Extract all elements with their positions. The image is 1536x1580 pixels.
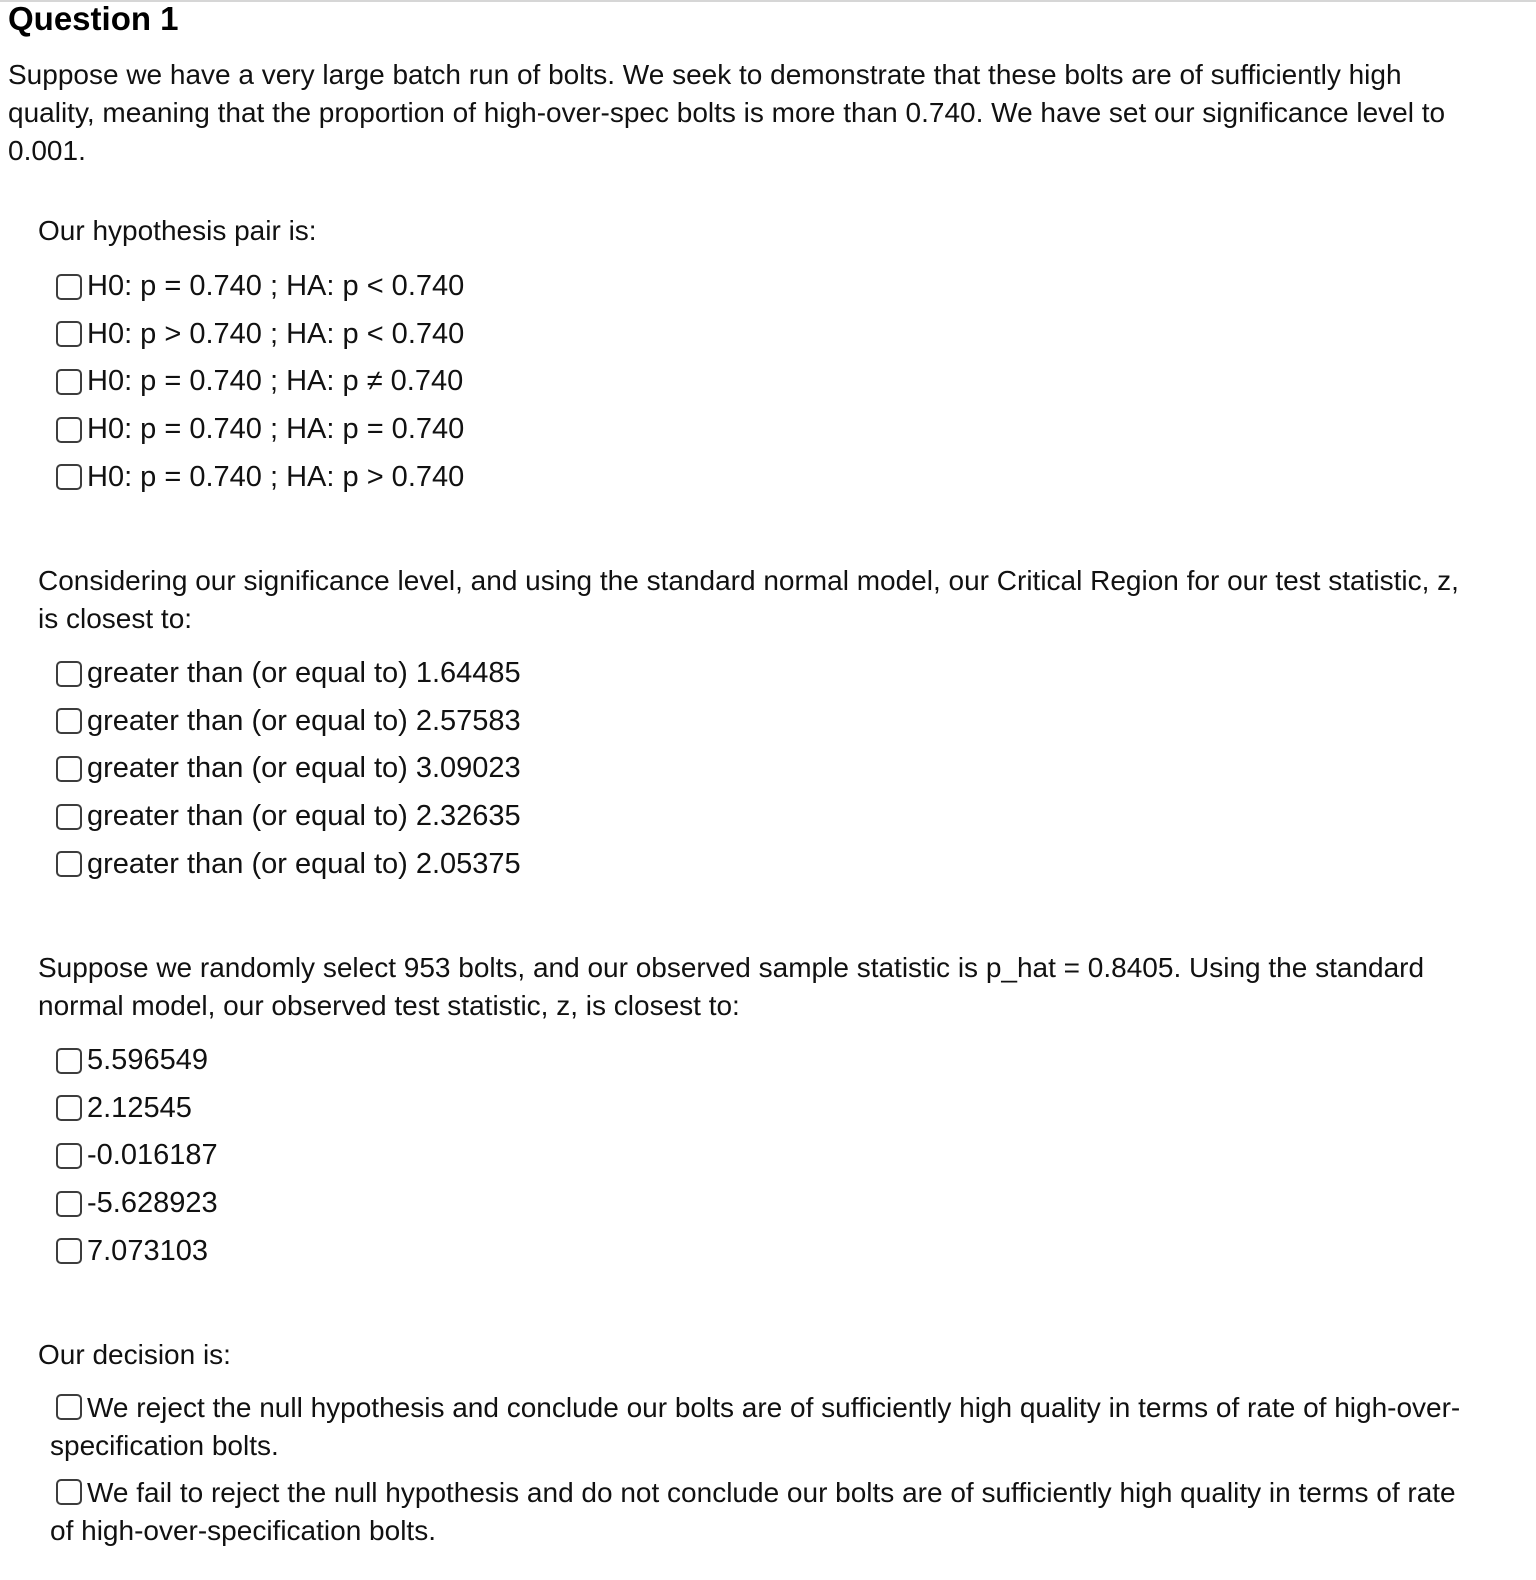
checkbox[interactable] [56,708,82,734]
hypothesis-options [38,263,1478,501]
checkbox[interactable] [56,1143,82,1169]
checkbox[interactable] [56,1191,82,1217]
checkbox[interactable] [56,464,82,490]
critical-region-options [38,650,1478,888]
hypothesis-option-1[interactable]: H0: p = 0.740 ; HA: p < 0.740 [56,263,1478,311]
critical-region-prompt: Considering our significance level, and using the standard normal model, our Critical Region for our test statistic, z, is closest to: [38,565,1459,634]
checkbox[interactable] [56,1048,82,1074]
test-statistic-option-3[interactable]: -0.016187 [56,1132,1478,1180]
hypothesis-option-2[interactable]: H0: p > 0.740 ; HA: p < 0.740 [56,311,1478,359]
test-statistic-option-2[interactable]: 2.12545 [56,1085,1478,1133]
checkbox[interactable] [56,1238,82,1264]
critical-region-option-2[interactable]: greater than (or equal to) 2.57583 [56,698,1478,746]
checkbox[interactable] [56,661,82,687]
checkbox[interactable] [56,1479,82,1505]
test-statistic-options [38,1037,1478,1275]
checkbox[interactable] [56,756,82,782]
critical-region-option-5[interactable]: greater than (or equal to) 2.05375 [56,840,1478,888]
decision-option-fail-to-reject[interactable]: We fail to reject the null hypothesis and do not conclude our bolts are of sufficiently high quality in terms of rate of high-over-specification bolts. [50,1477,1456,1546]
critical-region-section [38,562,1478,888]
hypothesis-option-4[interactable]: H0: p = 0.740 ; HA: p = 0.740 [56,406,1478,454]
decision-options [38,1389,1478,1550]
hypothesis-option-3[interactable]: H0: p = 0.740 ; HA: p ≠ 0.740 [56,358,1478,406]
hypothesis-option-5[interactable]: H0: p = 0.740 ; HA: p > 0.740 [56,453,1478,501]
top-divider [0,0,1536,2]
decision-option-reject[interactable]: We reject the null hypothesis and conclude our bolts are of sufficiently high quality in terms of rate of high-over-specification bolts. [50,1392,1461,1461]
decision-section [38,1336,1478,1559]
test-statistic-option-5[interactable]: 7.073103 [56,1227,1478,1275]
decision-prompt: Our decision is: [38,1339,231,1370]
test-statistic-option-4[interactable]: -5.628923 [56,1180,1478,1228]
question-intro: Suppose we have a very large batch run of bolts. We seek to demonstrate that these bolts are of sufficiently high quality, meaning that the proportion of high-over-spec bolts is more than 0.740. We have set our significance level to 0.001. [8,59,1446,166]
test-statistic-section [38,949,1478,1275]
checkbox[interactable] [56,321,82,347]
test-statistic-option-1[interactable]: 5.596549 [56,1037,1478,1085]
checkbox[interactable] [56,417,82,443]
checkbox[interactable] [56,804,82,830]
question-title: Question 1 [8,0,179,37]
critical-region-option-3[interactable]: greater than (or equal to) 3.09023 [56,745,1478,793]
checkbox[interactable] [56,369,82,395]
hypothesis-section [38,212,1478,501]
test-statistic-prompt: Suppose we randomly select 953 bolts, and our observed sample statistic is p_hat = 0.8405. Using the standard normal model, our observed test statistic, z, is closest to: [38,952,1425,1021]
critical-region-option-4[interactable]: greater than (or equal to) 2.32635 [56,793,1478,841]
critical-region-option-1[interactable]: greater than (or equal to) 1.64485 [56,650,1478,698]
hypothesis-prompt: Our hypothesis pair is: [38,215,317,246]
checkbox[interactable] [56,851,82,877]
checkbox[interactable] [56,1095,82,1121]
checkbox[interactable] [56,274,82,300]
checkbox[interactable] [56,1394,82,1420]
